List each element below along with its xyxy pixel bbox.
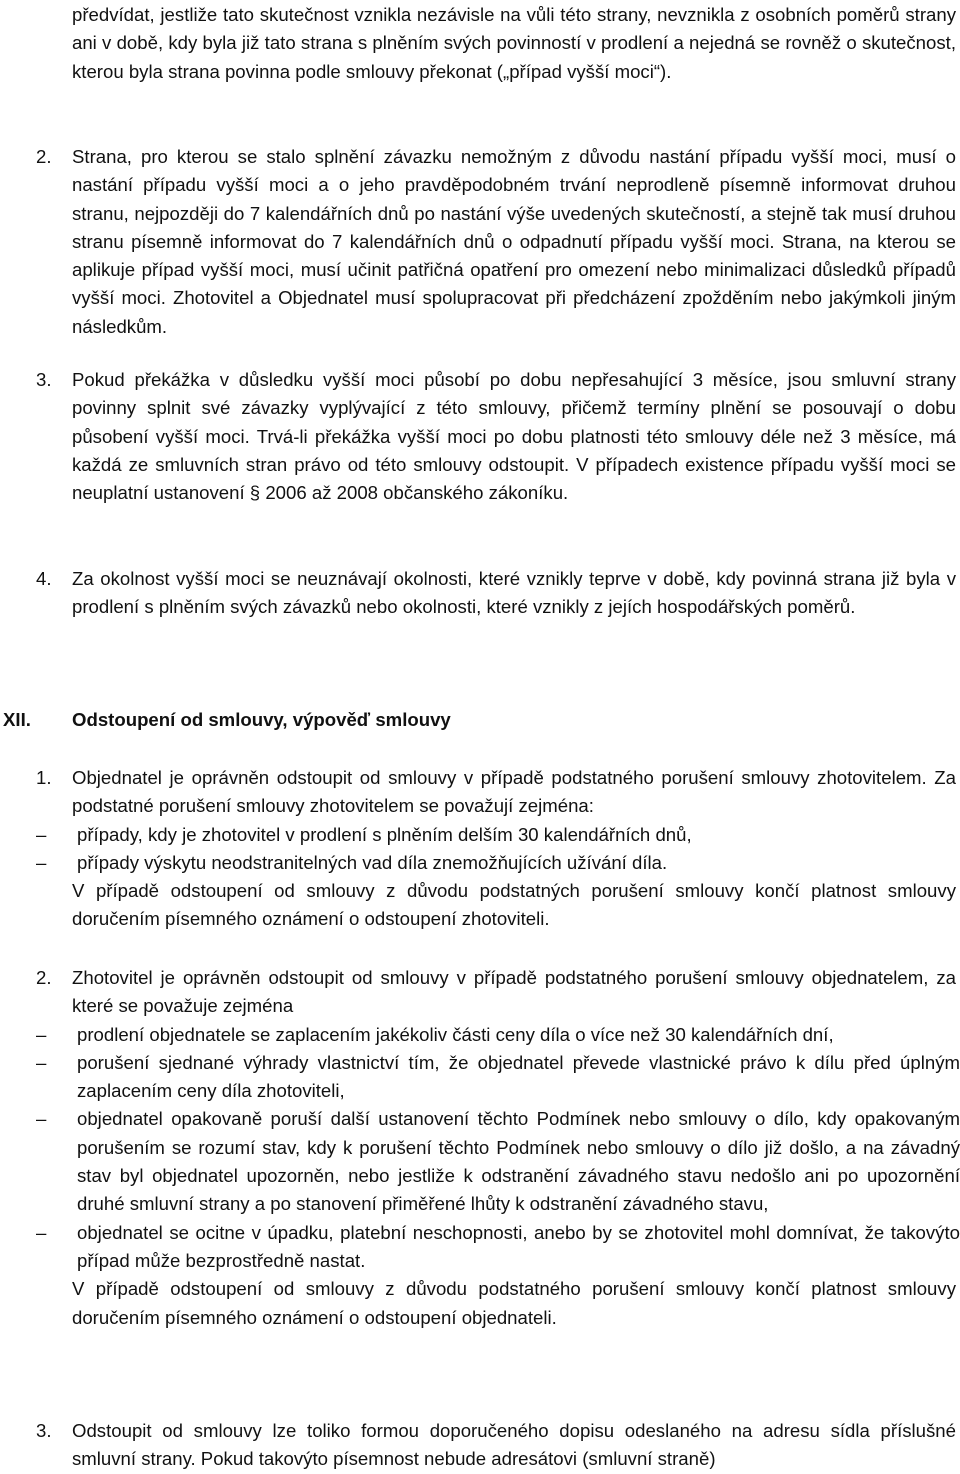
dash-bullet: – — [36, 823, 47, 845]
withdrawal-point-2 — [0, 964, 960, 1332]
list-item-text: případy výskytu neodstranitelných vad díla znemožňujících užívání díla. — [77, 851, 668, 873]
point-tail: V případě odstoupení od smlouvy z důvodu podstatných porušení smlouvy končí platnost smlouvy doručením písemného oznámení o odstoupení zhotoviteli. — [72, 880, 956, 930]
force-majeure-point-3 — [0, 366, 960, 507]
list-item — [0, 1021, 960, 1049]
point-lead: Objednatel je oprávněn odstoupit od smlouvy v případě podstatného porušení smlouvy zhotovitelem. Za podstatné porušení smlouvy zhotovitelem se považují zejména: — [72, 767, 956, 817]
list-item — [0, 849, 960, 877]
list-item — [0, 1049, 960, 1106]
list-item-text: případy, kdy je zhotovitel v prodlení s plněním delším 30 kalendářních dnů, — [77, 823, 692, 845]
withdrawal-point-1 — [0, 764, 960, 934]
dash-bullet: – — [36, 1051, 47, 1073]
point-number: 2. — [36, 967, 52, 988]
point-tail: V případě odstoupení od smlouvy z důvodu podstatného porušení smlouvy končí platnost smlouvy doručením písemného oznámení o odstoupení objednateli. — [72, 1278, 956, 1328]
point-number: 4. — [36, 568, 52, 589]
list-item-text: objednatel se ocitne v úpadku, platební neschopnosti, anebo by se zhotovitel mohl domnívat, že takovýto případ může bezprostředně nastat. — [77, 1221, 960, 1271]
dash-bullet: – — [36, 1108, 47, 1130]
intro-paragraph: předvídat, jestliže tato skutečnost vznikla nezávisle na vůli této strany, nevznikla z osobních poměrů strany ani v době, kdy byla již tato strana s plněním svých povinností v prodlení a nejedná se rovněž o skutečnost, kterou byla strana povinna podle smlouvy překonat („případ vyšší moci“). — [72, 4, 956, 82]
point-text: Za okolnost vyšší moci se neuznávají okolnosti, které vznikly teprve v době, kdy povinná strana již byla v prodlení s plněním svých závazků nebo okolnosti, které vznikly z jejích hospodářských poměrů. — [72, 568, 956, 618]
list-item-text: prodlení objednatele se zaplacením jakékoliv části ceny díla o více než 30 kalendářních dní, — [77, 1023, 834, 1045]
dash-bullet: – — [36, 1221, 47, 1243]
force-majeure-point-4 — [0, 565, 960, 622]
point-text: Pokud překážka v důsledku vyšší moci působí po dobu nepřesahující 3 měsíce, jsou smluvní strany povinny splnit své závazky vyplývající z této smlouvy, přičemž termíny plnění se posouvají o dobu působení vyšší moci. Trvá-li překážka vyšší moci po dobu platnosti této smlouvy déle než 3 měsíce, má každá ze smluvních stran právo od této smlouvy odstoupit. V případech existence případu vyšší moci se neuplatní ustanovení § 2006 až 2008 občanského zákoníku. — [72, 369, 956, 504]
point-text: Strana, pro kterou se stalo splnění závazku nemožným z důvodu nastání případu vyšší moci, musí o nastání případu vyšší moci a o jeho pravděpodobném trvání neprodleně písemně informovat druhou stranu, nejpozději do 7 kalendářních dnů po nastání výše uvedených skutečností, a stejně tak musí druhou stranu písemně informovat do 7 kalendářních dnů o odpadnutí případu vyšší moci. Strana, na kterou se aplikuje případ vyšší moci, musí učinit patřičná opatření pro omezení nebo minimalizaci důsledků případů vyšší moci. Zhotovitel a Objednatel musí spolupracovat při předcházení zpožděním nebo jakýmkoli jiným následkům. — [72, 146, 956, 337]
force-majeure-point-2 — [0, 143, 960, 341]
point-number: 3. — [36, 369, 52, 390]
dash-bullet: – — [36, 1023, 47, 1045]
point-number: 2. — [36, 146, 52, 167]
point-number: 3. — [36, 1420, 52, 1441]
point-text: Odstoupit od smlouvy lze toliko formou doporučeného dopisu odeslaného na adresu sídla příslušné smluvní strany. Pokud takovýto písemnost nebude adresátovi (smluvní straně) — [72, 1420, 956, 1470]
list-item — [0, 1105, 960, 1218]
point-lead: Zhotovitel je oprávněn odstoupit od smlouvy v případě podstatného porušení smlouvy objednatelem, za které se považuje zejména — [72, 967, 956, 1017]
section-title: Odstoupení od smlouvy, výpověď smlouvy — [72, 709, 451, 730]
list-item-text: objednatel opakovaně poruší další ustanovení těchto Podmínek nebo smlouvy o dílo, kdy opakovaným porušením se rozumí stav, kdy k porušení těchto Podmínek nebo smlouvy o dílo již došlo, a na závadný stav byl objednatel upozorněn, nebo jestliže k odstranění závadného stavu nedošlo ani po upozornění druhé smluvní strany a po stanovení přiměřené lhůty k odstranění závadného stavu, — [77, 1108, 960, 1215]
point-number: 1. — [36, 767, 52, 788]
section-number: XII. — [3, 709, 31, 730]
dash-bullet: – — [36, 851, 47, 873]
list-item — [0, 821, 960, 849]
withdrawal-point-3 — [0, 1417, 960, 1474]
list-item — [0, 1219, 960, 1276]
list-item-text: porušení sjednané výhrady vlastnictví tím, že objednatel převede vlastnické právo k dílu před úplným zaplacením ceny díla zhotoviteli, — [77, 1051, 960, 1102]
